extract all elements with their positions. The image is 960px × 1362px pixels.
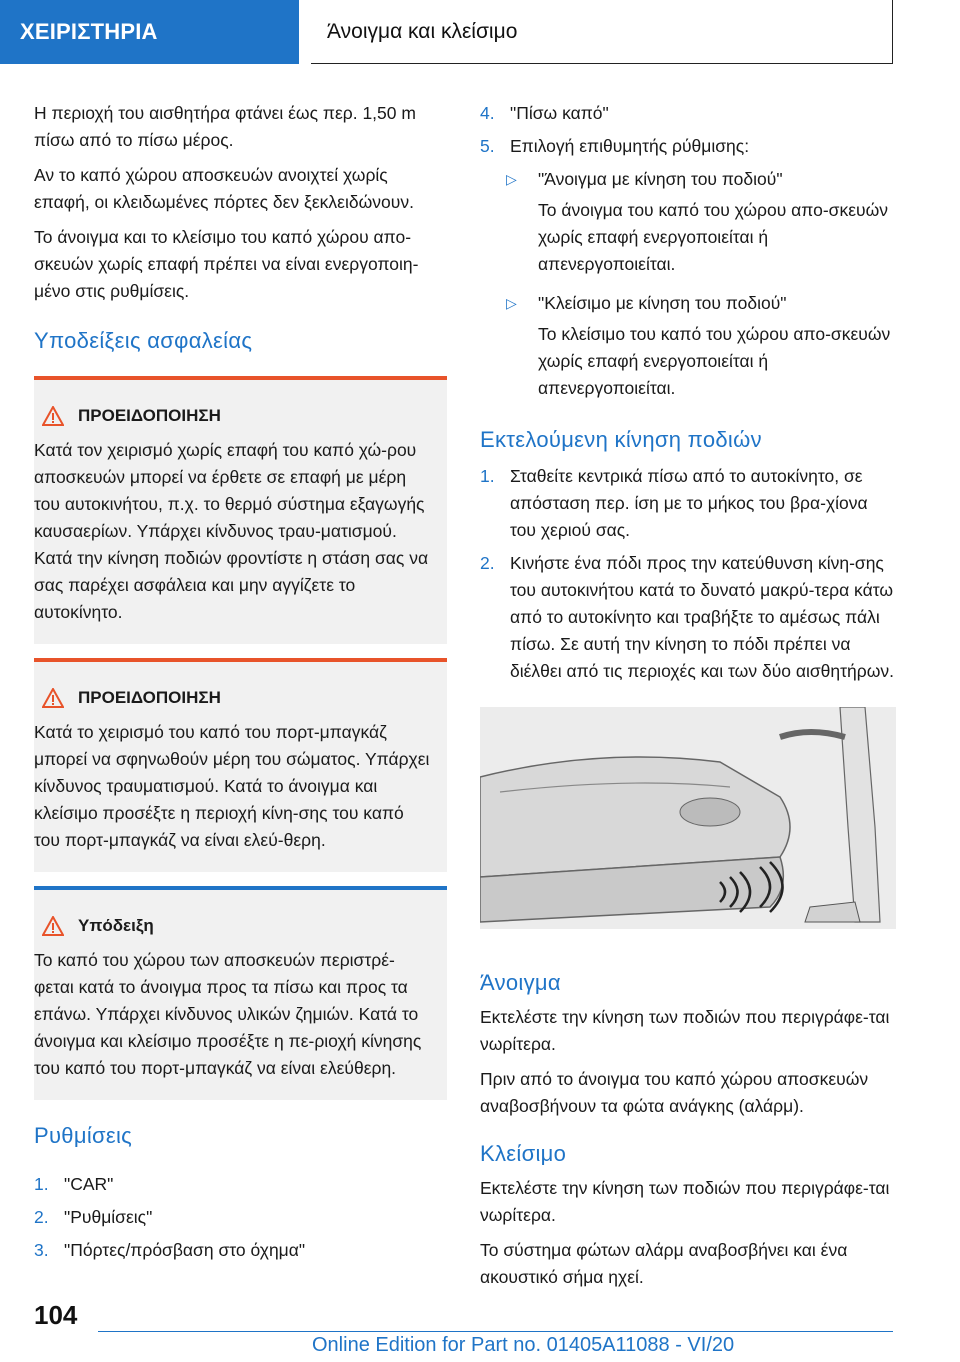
settings-heading: Ρυθμίσεις	[34, 1123, 133, 1148]
warning-text: Κατά το χειρισμό του καπό του πορτ-μπαγκάζ μπορεί να σφηνωθούν μέρη του σώματος. Υπάρχει κίνδυνος τραυματισμού. Κατά το άνοιγμα και κλείσιμο προσέξτε η περιοχή κίνη-σης του καπό του πορτ-μπαγκάζ να είναι ελεύ-θερη.	[34, 722, 430, 850]
open-paragraph: Πριν από το άνοιγμα του καπό χώρου αποσκευών αναβοσβήνουν τα φώτα ανάγκης (αλάρμ).	[480, 1069, 869, 1116]
right-column	[480, 100, 896, 1299]
safety-heading: Υποδείξεις ασφαλείας	[34, 328, 253, 353]
warning-title: ΠΡΟΕΙΔΟΠΟΙΗΣΗ	[34, 684, 433, 711]
warning-box	[34, 376, 447, 644]
warning-text: Κατά τον χειρισμό χωρίς επαφή του καπό χώ-ρου αποσκευών μπορεί να έρθετε σε επαφή με μέρη του αυτοκινήτου, π.χ. το θερμό σύστημα εξαγωγής καυσαερίων. Υπάρχει κίνδυνος τραυ-ματισμού. Κατά την κίνηση ποδιών φροντίστε η στάση σας να σας παρέχει ασφάλεια και μην αγγίζετε το αυτοκίνητο.	[34, 440, 429, 622]
option-description: Το άνοιγμα του καπό του χώρου απο-σκευών χωρίς επαφή ενεργοποιείται ή απενεργοποιείται.	[538, 200, 888, 274]
warning-triangle-icon	[42, 688, 64, 708]
option-description: Το κλείσιμο του καπό του χώρου απο-σκευών χωρίς επαφή ενεργοποιείται ή απενεργοποιείται.	[538, 324, 891, 398]
foot-movement-heading: Εκτελούμενη κίνηση ποδιών	[480, 427, 762, 452]
foot-steps	[480, 463, 896, 685]
car-rear-illustration	[480, 707, 896, 929]
open-paragraph: Εκτελέστε την κίνηση των ποδιών που περιγράφε-ται νωρίτερα.	[480, 1007, 890, 1054]
list-item: 3. "Πόρτες/πρόσβαση στο όχημα"	[34, 1240, 306, 1260]
list-item: 5. Επιλογή επιθυμητής ρύθμισης:	[480, 136, 750, 156]
close-paragraph: Το σύστημα φώτων αλάρμ αναβοσβήνει και ένα ακουστικό σήμα ηχεί.	[480, 1240, 848, 1287]
list-item: 2. "Ρυθμίσεις"	[34, 1207, 153, 1227]
triangle-bullet-icon: ▷	[506, 171, 517, 187]
option-item: ▷ "Κλείσιμο με κίνηση του ποδιού"	[506, 290, 896, 317]
close-heading: Κλείσιμο	[480, 1141, 567, 1166]
note-box	[34, 886, 447, 1100]
note-title: Υπόδειξη	[34, 912, 433, 939]
warning-triangle-icon	[42, 406, 64, 426]
close-paragraph: Εκτελέστε την κίνηση των ποδιών που περιγράφε-ται νωρίτερα.	[480, 1178, 890, 1225]
list-item: 1. Σταθείτε κεντρικά πίσω από το αυτοκίνητο, σε απόσταση περ. ίση με το μήκος του βρα-χίονα του χεριού σας.	[480, 466, 868, 540]
list-item: 2. Κινήστε ένα πόδι προς την κατεύθυνση κίνη-σης του αυτοκινήτου κατά το δυνατό μακρύ-τερα κάτω από το αυτοκίνητο και τραβήξτε το αμέσως πάλι πίσω. Σε αυτή την κίνηση το πόδι πρέπει να διέλθει από τις περιοχές και των δύο αισθητήρων.	[480, 553, 895, 681]
warning-triangle-icon	[42, 916, 64, 936]
warning-box	[34, 658, 447, 872]
intro-paragraph: Η περιοχή του αισθητήρα φτάνει έως περ. 1,50 m πίσω από το πίσω μέρος.	[34, 103, 416, 150]
triangle-bullet-icon: ▷	[506, 295, 517, 311]
left-column	[34, 100, 447, 1270]
open-heading: Άνοιγμα	[480, 970, 561, 995]
footer-edition: Online Edition for Part no. 01405A11088 - VI/20	[312, 1334, 735, 1356]
section-tab: ΧΕΙΡΙΣΤΗΡΙΑ	[0, 0, 299, 64]
page-number: 104	[34, 1300, 78, 1330]
note-text: Το καπό του χώρου των αποσκευών περιστρέ-φεται κατά το άνοιγμα προς τα πίσω και προς τα επάνω. Υπάρχει κίνδυνος υλικών ζημιών. Κατά το άνοιγμα και κλείσιμο προσέξτε η πε-ριοχή κίνησης του καπό του πορτ-μπαγκάζ να είναι ελεύθερη.	[34, 950, 422, 1078]
option-item: ▷ "Άνοιγμα με κίνηση του ποδιού"	[506, 166, 896, 193]
list-item: 1. "CAR"	[34, 1174, 114, 1194]
settings-steps-continued	[480, 100, 896, 160]
list-item: 4. "Πίσω καπό"	[480, 103, 609, 123]
page-title: Άνοιγμα και κλείσιμο	[311, 0, 893, 64]
footer-divider	[98, 1331, 893, 1332]
intro-paragraph: Αν το καπό χώρου αποσκευών ανοιχτεί χωρίς επαφή, οι κλειδωμένες πόρτες δεν ξεκλειδώνουν.	[34, 165, 414, 212]
warning-title: ΠΡΟΕΙΔΟΠΟΙΗΣΗ	[34, 402, 433, 429]
intro-paragraph: Το άνοιγμα και το κλείσιμο του καπό χώρου απο-σκευών χωρίς επαφή πρέπει να είναι ενεργοποιη-μένο στις ρυθμίσεις.	[34, 227, 419, 301]
settings-steps	[34, 1171, 447, 1264]
